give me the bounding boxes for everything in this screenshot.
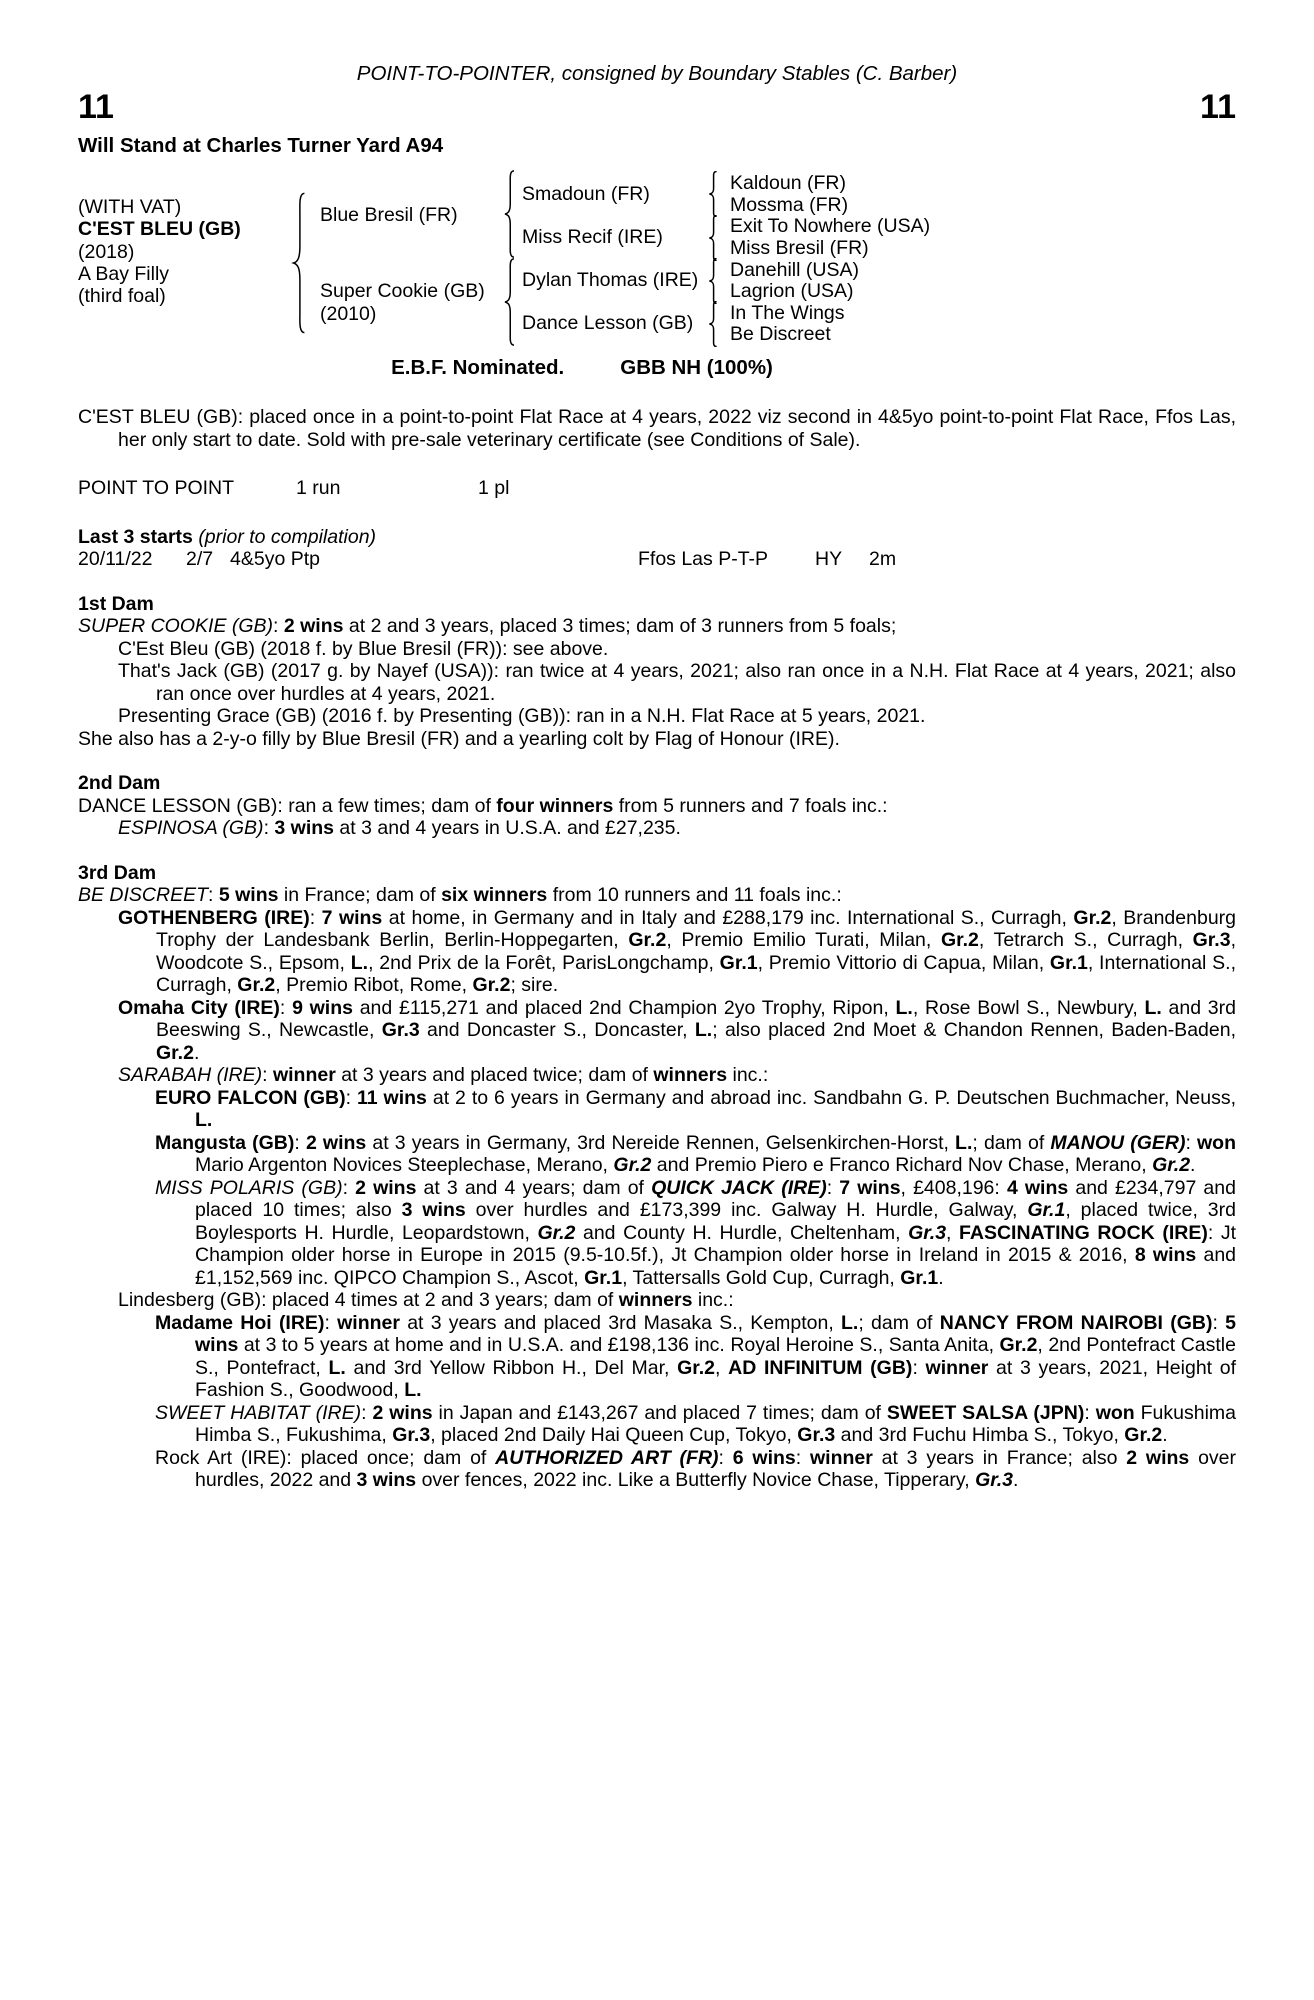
progeny-paragraph: Omaha City (IRE): 9 wins and £115,271 and placed 2nd Champion 2yo Trophy, Ripon, L., Rose Bowl S., Newbury, L. and 3rd Beeswing S., Newcastle, Gr.3 and Doncaster S., Doncaster, L.; also placed 2nd Moet & Chandon Rennen, Baden-Baden, Gr.2.	[118, 996, 1236, 1064]
progeny-paragraph: GOTHENBERG (IRE): 7 wins at home, in Germany and in Italy and £288,179 inc. International S., Curragh, Gr.2, Brandenburg Trophy der Landesbank Berlin, Berlin-Hoppegarten, Gr.2, Premio Emilio Turati, Milan, Gr.2, Tetrarch S., Curragh, Gr.3, Woodcote S., Epsom, L., 2nd Prix de la Forêt, ParisLongchamp, Gr.1, Premio Vittorio di Capua, Milan, Gr.1, International S., Curragh, Gr.2, Premio Ribot, Rome, Gr.2; sire.	[118, 906, 1237, 996]
intro-paragraph: C'EST BLEU (GB): placed once in a point-to-point Flat Race at 4 years, 2022 viz second in 4&5yo point-to-point Flat Race, Ffos Las, her only start to date. Sold with pre-sale veterinary certificate (see Conditions of Sale).	[78, 406, 1236, 451]
pedigree-brace-icon	[707, 301, 719, 347]
last-starts-heading	[78, 526, 1236, 549]
horse-details-block	[78, 196, 241, 307]
granddam-name: Miss Recif (IRE)	[522, 226, 663, 248]
great-grandparent-name: Danehill (USA)	[730, 259, 859, 281]
grandsire-name: Dylan Thomas (IRE)	[522, 269, 699, 291]
progeny-paragraph: ESPINOSA (GB): 3 wins at 3 and 4 years in U.S.A. and £27,235.	[118, 817, 681, 839]
great-grandparent-name: Lagrion (USA)	[730, 280, 854, 302]
pedigree-brace-icon	[290, 192, 308, 334]
race-record-line	[78, 477, 1236, 500]
pedigree-brace-icon	[707, 258, 719, 304]
start-course: Ffos Las P-T-P	[638, 548, 769, 570]
dam-year: (2010)	[320, 302, 377, 325]
start-date: 20/11/22	[78, 548, 153, 570]
progeny-paragraph: Lindesberg (GB): placed 4 times at 2 and 3 years; dam of winners inc.:	[118, 1289, 734, 1311]
first-dam-heading: 1st Dam	[78, 592, 154, 615]
lot-number-right: 11	[1200, 88, 1236, 126]
pedigree-brace-icon	[502, 170, 517, 258]
great-grandparent-name: Exit To Nowhere (USA)	[730, 215, 931, 237]
start-distance: 2m	[869, 548, 897, 570]
foal-note: (third foal)	[78, 285, 166, 308]
great-grandparent-name: Mossma (FR)	[730, 194, 849, 216]
progeny-paragraph: SARABAH (IRE): winner at 3 years and placed twice; dam of winners inc.:	[118, 1064, 769, 1086]
progeny-paragraph: Mangusta (GB): 2 wins at 3 years in Germany, 3rd Nereide Rennen, Gelsenkirchen-Horst, L.; dam of MANOU (GER): won Mario Argenton Novices Steeplechase, Merano, Gr.2 and Premio Piero e Franco Richard Nov Chase, Merano, Gr.2.	[155, 1131, 1237, 1176]
ebf-nominated-label: E.B.F. Nominated.	[391, 356, 565, 379]
lot-number-row	[78, 88, 1236, 126]
last-starts-note: (prior to compilation)	[198, 525, 377, 548]
progeny-paragraph: EURO FALCON (GB): 11 wins at 2 to 6 years in Germany and abroad inc. Sandbahn G. P. Deutschen Buchmacher, Neuss, L.	[155, 1086, 1236, 1131]
stand-note: Will Stand at Charles Turner Yard A94	[78, 134, 444, 157]
progeny-paragraph: Presenting Grace (GB) (2016 f. by Presenting (GB)): ran in a N.H. Flat Race at 5 years, 2021.	[118, 705, 926, 727]
vat-note: (WITH VAT)	[78, 196, 182, 218]
pedigree-brace-icon	[707, 171, 719, 217]
lot-number-left: 11	[78, 88, 114, 126]
sire-name: Blue Bresil (FR)	[320, 204, 458, 226]
progeny-paragraph: She also has a 2-y-o filly by Blue Bresil (FR) and a yearling colt by Flag of Honour (IRE).	[78, 727, 840, 750]
record-starts: 1 run	[296, 477, 341, 499]
progeny-paragraph: SUPER COOKIE (GB): 2 wins at 2 and 3 years, placed 3 times; dam of 3 runners from 5 foals;	[78, 615, 897, 637]
horse-year: (2018)	[78, 240, 135, 263]
last-starts-label: Last 3 starts	[78, 525, 193, 548]
progeny-paragraph: That's Jack (GB) (2017 g. by Nayef (USA)): ran twice at 4 years, 2021; also ran once in a N.H. Flat Race at 4 years, 2021; also ran once over hurdles at 4 years, 2021.	[118, 660, 1236, 705]
progeny-paragraph: Madame Hoi (IRE): winner at 3 years and placed 3rd Masaka S., Kempton, L.; dam of NANCY FROM NAIROBI (GB): 5 wins at 3 to 5 years at home and in U.S.A. and £198,136 inc. Royal Heroine S., Santa Anita, Gr.2, 2nd Pontefract Castle S., Pontefract, L. and 3rd Yellow Ribbon H., Del Mar, Gr.2, AD INFINITUM (GB): winner at 3 years, 2021, Height of Fashion S., Goodwood, L.	[155, 1311, 1237, 1401]
great-grandparent-name: In The Wings	[730, 302, 845, 324]
start-race: 4&5yo Ptp	[230, 548, 320, 570]
progeny-paragraph: Rock Art (IRE): placed once; dam of AUTHORIZED ART (FR): 6 wins: winner at 3 years in France; also 2 wins over hurdles, 2022 and 3 wins over fences, 2022 inc. Like a Butterfly Novice Chase, Tipperary, Gr.3.	[155, 1446, 1236, 1491]
consignor-header: POINT-TO-POINTER, consigned by Boundary Stables (C. Barber)	[356, 62, 958, 85]
third-dam-heading: 3rd Dam	[78, 861, 157, 884]
second-dam-heading: 2nd Dam	[78, 772, 161, 794]
granddam-name: Dance Lesson (GB)	[522, 312, 694, 334]
progeny-paragraph: DANCE LESSON (GB): ran a few times; dam of four winners from 5 runners and 7 foals inc.:	[78, 794, 888, 817]
progeny-paragraph: MISS POLARIS (GB): 2 wins at 3 and 4 years; dam of QUICK JACK (IRE): 7 wins, £408,196: 4 wins and £234,797 and placed 10 times; also 3 wins over hurdles and £173,399 inc. Galway H. Hurdle, Galway, Gr.1, placed twice, 3rd Boylesports H. Hurdle, Leopardstown, Gr.2 and County H. Hurdle, Cheltenham, Gr.3, FASCINATING ROCK (IRE): Jt Champion older horse in Europe in 2015 (9.5-10.5f.), Jt Champion older horse in Ireland in 2015 & 2016, 8 wins and £1,152,569 inc. QIPCO Champion S., Ascot, Gr.1, Tattersalls Gold Cup, Curragh, Gr.1.	[155, 1176, 1237, 1289]
great-grandparent-name: Kaldoun (FR)	[730, 172, 846, 194]
pedigree-table	[78, 170, 1236, 350]
pedigree-brace-icon	[707, 215, 719, 261]
horse-name: C'EST BLEU (GB)	[78, 218, 241, 241]
grandsire-name: Smadoun (FR)	[522, 183, 650, 205]
horse-description: A Bay Filly	[78, 262, 170, 285]
gbb-label: GBB NH (100%)	[620, 356, 773, 379]
progeny-paragraph: BE DISCREET: 5 wins in France; dam of six winners from 10 runners and 11 foals inc.:	[78, 884, 842, 906]
nominations-line	[78, 356, 1236, 380]
start-finish: 2/7	[186, 548, 214, 570]
start-going: HY	[815, 548, 843, 570]
great-grandparent-name: Be Discreet	[730, 323, 831, 345]
pedigree-brace-icon	[502, 258, 517, 346]
record-placings: 1 pl	[478, 477, 510, 499]
last-start-row	[78, 548, 1236, 571]
progeny-paragraph: SWEET HABITAT (IRE): 2 wins in Japan and £143,267 and placed 7 times; dam of SWEET SALSA (JPN): won Fukushima Himba S., Fukushima, Gr.3, placed 2nd Daily Hai Queen Cup, Tokyo, Gr.3 and 3rd Fuchu Himba S., Tokyo, Gr.2.	[155, 1401, 1236, 1446]
record-label: POINT TO POINT	[78, 477, 235, 499]
progeny-paragraph: C'Est Bleu (GB) (2018 f. by Blue Bresil (FR)): see above.	[118, 637, 609, 660]
dam-name: Super Cookie (GB)	[320, 280, 485, 302]
great-grandparent-name: Miss Bresil (FR)	[730, 237, 869, 259]
dam-block	[320, 280, 485, 325]
